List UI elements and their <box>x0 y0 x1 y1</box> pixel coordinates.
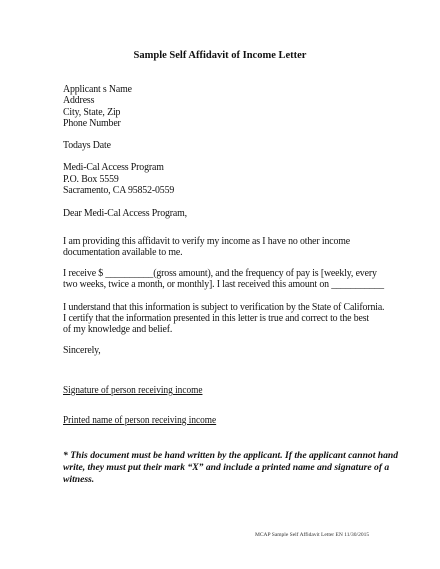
sender-name: Applicant s Name <box>63 84 132 95</box>
recipient-po-box: P.O. Box 5559 <box>63 174 119 185</box>
closing: Sincerely, <box>63 345 101 356</box>
recipient-org: Medi-Cal Access Program <box>63 162 164 173</box>
document-title: Sample Self Affidavit of Income Letter <box>133 50 307 61</box>
paragraph-1-line-1: I am providing this affidavit to verify my income as I have no other income <box>63 236 351 247</box>
paragraph-2-line-1: I receive $ __________(gross amount), and the frequency of pay is [weekly, every <box>63 268 377 279</box>
recipient-city: Sacramento, CA 95852-0559 <box>63 185 175 196</box>
sender-city-state-zip: City, State, Zip <box>63 107 121 118</box>
salutation: Dear Medi-Cal Access Program, <box>63 208 187 219</box>
sender-phone: Phone Number <box>63 118 121 129</box>
paragraph-3-line-3: of my knowledge and belief. <box>63 324 173 335</box>
handwritten-requirement-note: * This document must be hand written by the applicant. If the applicant cannot hand write, they must put their mark “X” and include a printed name and signature of a witness. <box>63 450 399 485</box>
paragraph-3-line-1: I understand that this information is subject to verification by the State of California. <box>63 302 385 313</box>
paragraph-2-line-2: two weeks, twice a month, or monthly]. I last received this amount on ___________ <box>63 279 384 290</box>
signature-line: Signature of person receiving income <box>63 385 203 396</box>
document-footer: MCAP Sample Self Affidavit Letter EN 11/30/2015 <box>255 532 370 538</box>
printed-name-line: Printed name of person receiving income <box>63 415 217 426</box>
letter-date: Todays Date <box>63 140 111 151</box>
sender-address: Address <box>63 95 95 106</box>
paragraph-3-line-2: I certify that the information presented in this letter is true and correct to the best <box>63 313 370 324</box>
paragraph-1-line-2: documentation available to me. <box>63 247 183 258</box>
